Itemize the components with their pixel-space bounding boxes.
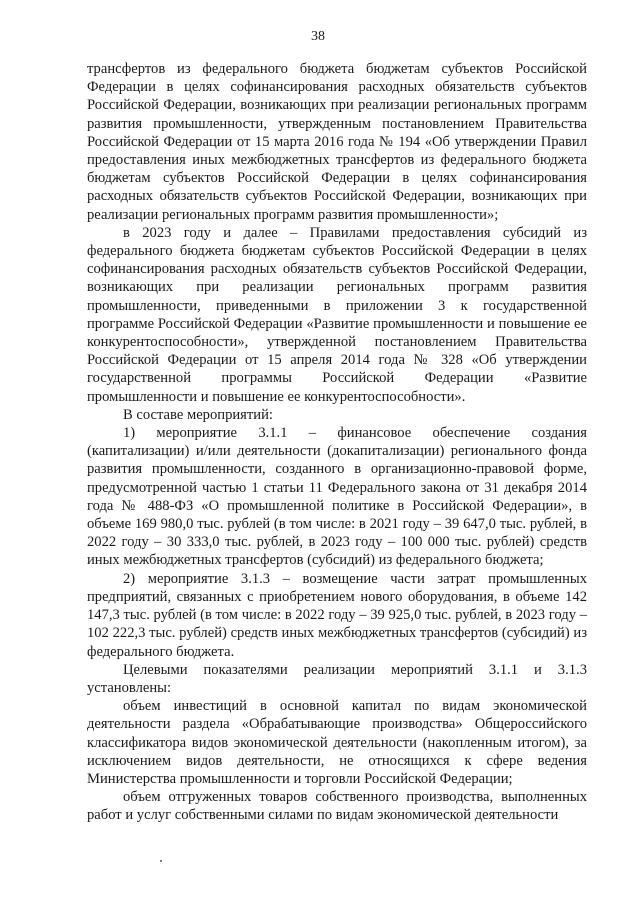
document-body [87, 60, 587, 825]
paragraph-target-indicators: Целевыми показателями реализации мероприятий 3.1.1 и 3.1.3 установлены: [87, 661, 587, 696]
paragraph-investment-volume: объем инвестиций в основной капитал по видам экономической деятельности раздела «Обрабатывающие производства» Общероссийского классификатора видов экономической деятельности (накопленным итогом), за исключением видов деятельности, не относящихся к сфере ведения Министерства промышленности и торговли Российской Федерации; [87, 698, 587, 787]
paragraph-transfers-rules-2016: трансфертов из федерального бюджета бюджетам субъектов Российской Федерации в целях софинансирования расходных обязательств субъектов Российской Федерации, возникающих при реализации региональных программ развития промышленности, утвержденным постановлением Правительства Российской Федерации от 15 марта 2016 года № 194 «Об утверждении Правил предоставления иных межбюджетных трансфертов из федерального бюджета бюджетам субъектов Российской Федерации в целях софинансирования расходных обязательств субъектов Российской Федерации, возникающих при реализации региональных программ развития промышленности»; [87, 61, 587, 223]
scan-artifact-dot [160, 860, 162, 862]
paragraph-shipped-goods-volume: объем отгруженных товаров собственного производства, выполненных работ и услуг собственными силами по видам экономической деятельности [87, 789, 587, 824]
paragraph-activity-3-1-1: 1) мероприятие 3.1.1 – финансовое обеспечение создания (капитализации) и/или деятельности (докапитализации) регионального фонда развития промышленности, созданного в организационно-правовой форме, предусмотренной частью 1 статьи 11 Федерального закона от 31 декабря 2014 года № 488-ФЗ «О промышленной политике в Российской Федерации», в объеме 169 980,0 тыс. рублей (в том числе: в 2021 году – 39 647,0 тыс. рублей, в 2022 году – 30 333,0 тыс. рублей, в 2023 году – 100 000 тыс. рублей) средств иных межбюджетных трансфертов (субсидий) из федерального бюджета; [87, 425, 587, 569]
paragraph-subsidy-rules-2023: в 2023 году и далее – Правилами предоставления субсидий из федерального бюджета бюджетам субъектов Российской Федерации в целях софинансирования расходных обязательств субъектов Российской Федерации, возникающих при реализации региональных программ развития промышленности, приведенными в приложении 3 к государственной программе Российской Федерации «Развитие промышленности и повышение ее конкурентоспособности», утвержденной постановлением Правительства Российской Федерации от 15 апреля 2014 года № 328 «Об утверждении государственной программы Российской Федерации «Развитие промышленности и повышение ее конкурентоспособности». [87, 224, 587, 405]
page-number: 38 [311, 29, 325, 44]
paragraph-activities-heading: В составе мероприятий: [123, 406, 273, 423]
paragraph-activity-3-1-3: 2) мероприятие 3.1.3 – возмещение части затрат промышленных предприятий, связанных с приобретением нового оборудования, в объеме 142 147,3 тыс. рублей (в том числе: в 2022 году – 39 925,0 тыс. рублей, в 2023 году – 102 222,3 тыс. рублей) средств иных межбюджетных трансфертов (субсидий) из федерального бюджета. [87, 570, 587, 660]
